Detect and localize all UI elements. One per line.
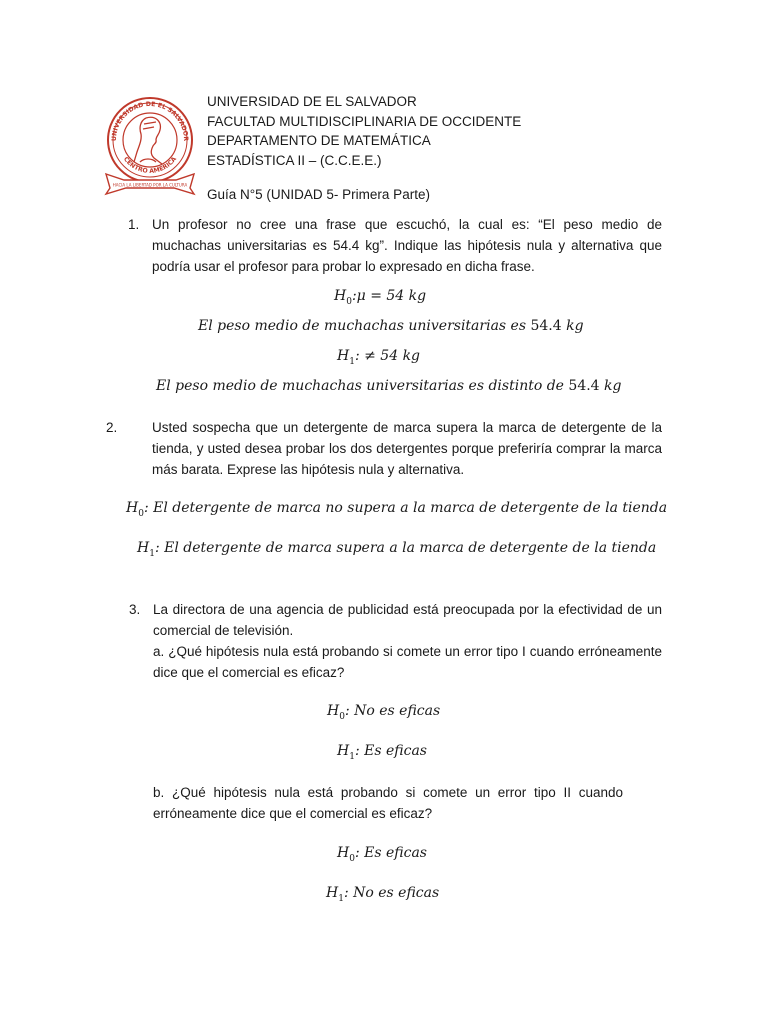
guide-title: Guía N°5 (UNIDAD 5- Primera Parte) [207,187,430,202]
question-1 [128,214,662,277]
question-number: 1. [128,217,140,232]
svg-text:HACIA LA LIBERTAD POR LA CULTU: HACIA LA LIBERTAD POR LA CULTURA [112,182,188,188]
faculty-name: FACULTAD MULTIDISCIPLINARIA DE OCCIDENTE [207,113,522,129]
q1-alternative-hypothesis: $H_1$: ≠ 54 kg [337,348,421,367]
svg-text:CENTRO AMERICA: CENTRO AMERICA [121,155,179,175]
question-3 [129,599,662,641]
question-text: Un profesor no cree una frase que escuchó, la cual es: “El peso medio de muchachas universitarias es 54.4 kg”. Indique las hipótesis nula y alternativa que podría usar el profesor para probar lo expresado en dicha frase. [152,217,662,274]
q3b-null-hypothesis: $H_0$: Es eficas [337,845,427,864]
svg-text:UNIVERSIDAD DE EL SALVADOR: UNIVERSIDAD DE EL SALVADOR [110,100,190,142]
question-2 [106,417,662,480]
question-3a [153,641,662,683]
q1-null-description: El peso medio de muchachas universitarias es 54.4 kg [198,318,584,334]
question-3b [153,782,623,824]
q3a-null-hypothesis: $H_0$: No es eficas [327,703,441,722]
question-text: La directora de una agencia de publicidad está preocupada por la efectividad de un comercial de televisión. [153,602,662,638]
q3b-alternative-hypothesis: $H_1$: No es eficas [326,885,440,904]
q1-alternative-description: El peso medio de muchachas universitarias es distinto de 54.4 kg [156,378,622,394]
document-header [207,92,521,170]
department-name: DEPARTAMENTO DE MATEMÁTICA [207,133,431,148]
question-3b-text: b. ¿Qué hipótesis nula está probando si comete un error tipo II cuando erróneamente dice que el comercial es eficaz? [153,785,623,821]
course-name: ESTADÍSTICA II – (C.C.E.E.) [207,152,382,168]
university-seal-logo [104,88,196,200]
q1-null-hypothesis: $H_0:\mu = 54$ kg [334,288,427,307]
q2-alternative-hypothesis: $H_1$: El detergente de marca supera a la marca de detergente de la tienda [137,540,657,559]
q3a-alternative-hypothesis: $H_1$: Es eficas [337,743,427,762]
university-name: UNIVERSIDAD DE EL SALVADOR [207,94,417,109]
question-number: 2. [106,420,118,435]
question-3a-text: a. ¿Qué hipótesis nula está probando si comete un error tipo I cuando erróneamente dice que el comercial es eficaz? [153,644,662,680]
question-number: 3. [129,602,141,617]
q2-null-hypothesis: $H_0$: El detergente de marca no supera a la marca de detergente de la tienda [126,500,668,519]
question-text: Usted sospecha que un detergente de marca supera la marca de detergente de la tienda, y usted desea probar los dos detergentes porque preferiría comprar la marca más barata. Exprese las hipótesis nula y alternativa. [152,420,662,477]
